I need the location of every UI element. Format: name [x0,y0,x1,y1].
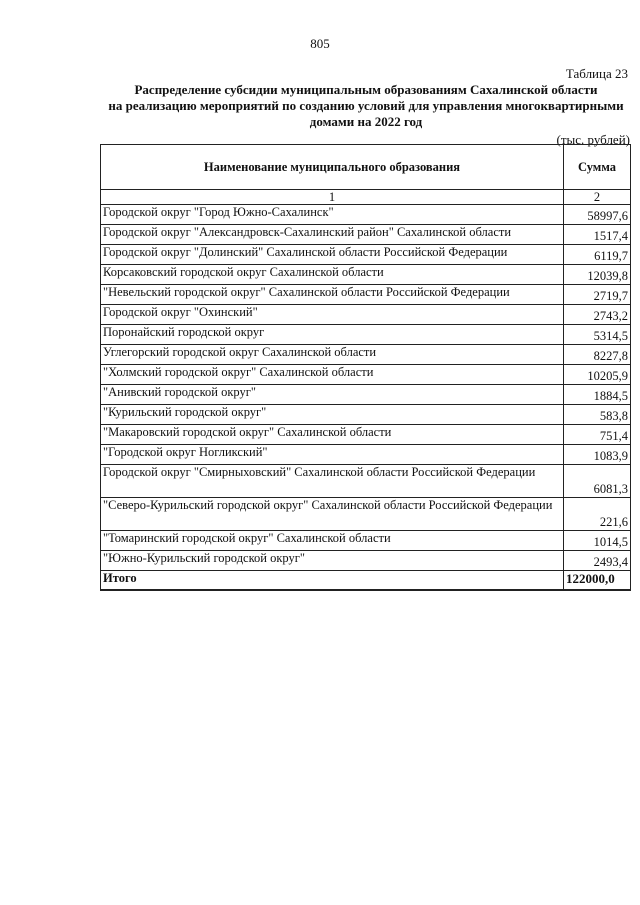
column-number: 2 [564,190,631,205]
table-row [101,551,631,571]
municipality-name: "Курильский городской округ" [101,405,564,425]
subsidy-amount: 751,4 [564,425,631,445]
municipality-name: "Городской округ Ногликский" [101,445,564,465]
table-row [101,325,631,345]
document-title [96,82,636,130]
table-header-row [101,145,631,190]
table-row [101,305,631,325]
municipality-name: Городской округ "Смирныховский" Сахалинской области Российской Федерации [101,465,564,498]
subsidy-amount: 58997,6 [564,205,631,225]
subsidy-amount: 1014,5 [564,531,631,551]
table-row [101,345,631,365]
total-amount: 122000,0 [564,571,631,591]
table-row [101,531,631,551]
table-body [101,205,631,571]
municipality-name: Городской округ "Охинский" [101,305,564,325]
column-number: 1 [101,190,564,205]
title-line: домами на 2022 год [309,114,423,129]
municipality-name: "Анивский городской округ" [101,385,564,405]
municipality-name: "Макаровский городской округ" Сахалинской области [101,425,564,445]
subsidy-amount: 2743,2 [564,305,631,325]
municipality-name: "Томаринский городской округ" Сахалинской области [101,531,564,551]
column-header-name: Наименование муниципального образования [101,145,564,190]
subsidy-amount: 1884,5 [564,385,631,405]
total-label: Итого [101,571,564,591]
page-number: 805 [310,36,330,51]
subsidy-amount: 1083,9 [564,445,631,465]
table-row [101,265,631,285]
subsidy-amount: 2493,4 [564,551,631,571]
municipality-name: Городской округ "Александровск-Сахалинский район" Сахалинской области [101,225,564,245]
subsidy-amount: 1517,4 [564,225,631,245]
subsidy-amount: 6081,3 [564,465,631,498]
table-row [101,285,631,305]
municipality-name: "Холмский городской округ" Сахалинской области [101,365,564,385]
municipality-name: "Северо-Курильский городской округ" Сахалинской области Российской Федерации [101,498,564,531]
units-label: (тыс. рублей) [556,132,630,147]
municipality-name: Городской округ "Долинский" Сахалинской области Российской Федерации [101,245,564,265]
table-row [101,465,631,498]
column-header-amount: Сумма [564,145,631,190]
table-row [101,225,631,245]
municipality-name: Корсаковский городской округ Сахалинской области [101,265,564,285]
municipality-name: "Южно-Курильский городской округ" [101,551,564,571]
column-number-row [101,190,631,205]
subsidy-amount: 5314,5 [564,325,631,345]
table-row [101,425,631,445]
table-row [101,245,631,265]
subsidy-table [100,144,631,591]
subsidy-amount: 6119,7 [564,245,631,265]
total-row [101,571,631,591]
table-row [101,405,631,425]
subsidy-amount: 12039,8 [564,265,631,285]
subsidy-amount: 8227,8 [564,345,631,365]
table-row [101,365,631,385]
municipality-name: "Невельский городской округ" Сахалинской области Российской Федерации [101,285,564,305]
table-row [101,445,631,465]
table-row [101,498,631,531]
municipality-name: Поронайский городской округ [101,325,564,345]
municipality-name: Городской округ "Город Южно-Сахалинск" [101,205,564,225]
subsidy-amount: 221,6 [564,498,631,531]
table-row [101,205,631,225]
table-row [101,385,631,405]
subsidy-amount: 583,8 [564,405,631,425]
subsidy-amount: 2719,7 [564,285,631,305]
title-line: Распределение субсидии муниципальным образованиям Сахалинской области [134,82,598,97]
title-line: на реализацию мероприятий по созданию условий для управления многоквартирными [108,98,624,113]
municipality-name: Углегорский городской округ Сахалинской области [101,345,564,365]
subsidy-amount: 10205,9 [564,365,631,385]
table-label: Таблица 23 [565,66,628,81]
